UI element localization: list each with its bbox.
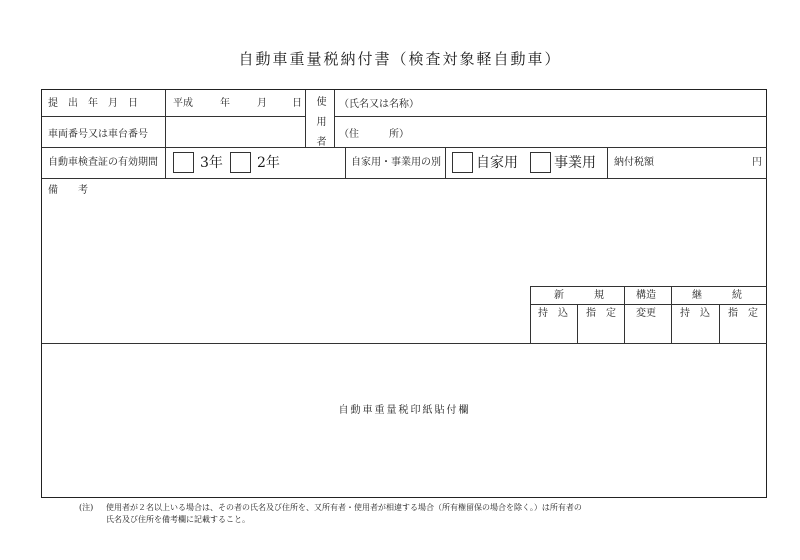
new-designated: 指 定 — [586, 308, 616, 319]
rule-v-sub-4 — [719, 304, 720, 343]
tax-amount-label: 納付税額 — [614, 157, 654, 168]
footnote-marker: (注) — [79, 503, 94, 512]
checkbox-3-year[interactable] — [173, 152, 194, 173]
user-name-label: （氏名又は名称） — [339, 99, 419, 110]
submit-date-label: 提 出 年 月 日 — [48, 98, 138, 109]
tax-amount-unit: 円 — [752, 157, 762, 168]
checkbox-2-year[interactable] — [230, 152, 251, 173]
user-address-label: （住 所） — [339, 129, 409, 140]
option-2-year-label: 2年 — [257, 155, 280, 171]
rule-remarks-bottom — [42, 343, 767, 344]
checkbox-private-use[interactable] — [452, 152, 473, 173]
rule-submission-mid — [530, 304, 767, 305]
option-3-year-label: 3年 — [200, 155, 223, 171]
rule-v-sub-left — [530, 286, 531, 343]
rule-submission-top — [530, 286, 767, 287]
new-bring-in: 持 込 — [538, 308, 568, 319]
form-frame — [41, 89, 767, 498]
rule-v-sub-2 — [624, 286, 625, 343]
form-title: 自動車重量税納付書（検査対象軽自動車） — [238, 50, 562, 68]
submit-date-day: 日 — [292, 98, 302, 109]
rule-v-r3-b — [345, 147, 346, 178]
remarks-label: 備 考 — [48, 185, 88, 196]
rule-v-user-right — [334, 90, 335, 147]
submit-date-month: 月 — [257, 98, 267, 109]
rule-v-user-left — [305, 90, 306, 147]
continued-designated: 指 定 — [728, 308, 758, 319]
rule-row2 — [42, 147, 767, 148]
option-business-label: 事業用 — [554, 155, 596, 171]
rule-user-name — [334, 116, 767, 117]
inspection-period-label: 自動車検査証の有効期間 — [48, 157, 158, 168]
rule-row1 — [42, 116, 305, 117]
stamp-area-label: 自動車重量税印紙貼付欄 — [338, 405, 471, 416]
submit-date-year: 年 — [220, 98, 230, 109]
vehicle-number-label: 車両番号又は車台番号 — [48, 129, 148, 140]
rule-v-r3-a — [165, 147, 166, 178]
structure-change-label-bottom: 変更 — [636, 308, 656, 319]
option-private-label: 自家用 — [476, 155, 518, 171]
rule-v-sub-1 — [577, 304, 578, 343]
rule-v-r3-d — [607, 147, 608, 178]
usage-type-label: 自家用・事業用の別 — [351, 157, 441, 168]
user-label: 使 用 者 — [314, 96, 325, 146]
footnote-line-2: 氏名及び住所を備考欄に記載すること。 — [106, 515, 250, 524]
checkbox-business-use[interactable] — [530, 152, 551, 173]
continued-bring-in: 持 込 — [680, 308, 710, 319]
structure-change-label-top: 構造 — [636, 290, 656, 301]
rule-v-r3-c — [445, 147, 446, 178]
rule-v-label-col — [165, 90, 166, 147]
submit-date-era: 平成 — [173, 98, 193, 109]
new-registration-label: 新 規 — [554, 290, 604, 301]
footnote-line-1: 使用者が２名以上いる場合は、その者の氏名及び住所を、又所有者・使用者が相違する場合（所有権留保の場合を除く。）は所有者の — [106, 503, 582, 512]
continued-label: 継 続 — [692, 290, 742, 301]
rule-v-sub-3 — [671, 286, 672, 343]
rule-row3 — [42, 178, 767, 179]
